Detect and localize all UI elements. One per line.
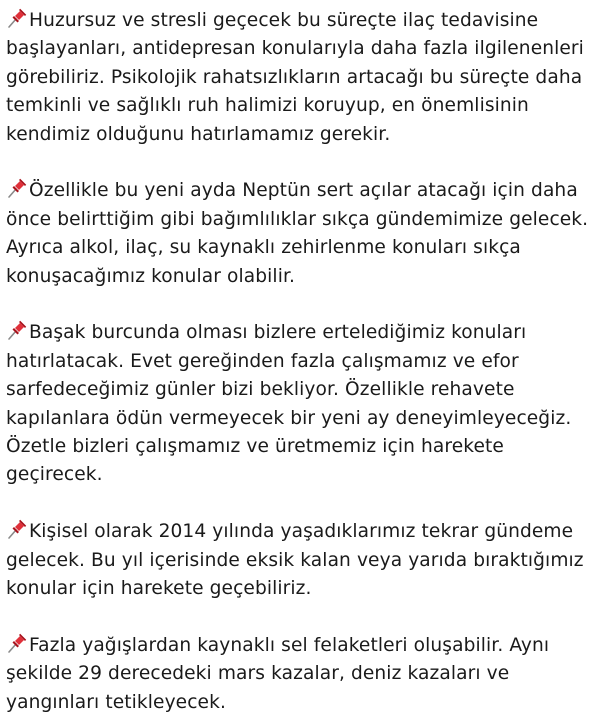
paragraph (6, 177, 592, 291)
paragraph-text: Fazla yağışlardan kaynaklı sel felaketleri oluşabilir. Aynı şekilde 29 derecedeki mars kazalar, deniz kazaları ve yangınları tetikleyecek. (6, 634, 550, 713)
paragraph (6, 518, 592, 603)
pushpin-icon (6, 7, 28, 29)
paragraph-text: Kişisel olarak 2014 yılında yaşadıklarımız tekrar gündeme gelecek. Bu yıl içerisinde eksik kalan veya yarıda bıraktığımız konular için harekete geçebiliriz. (6, 521, 584, 600)
paragraph (6, 7, 592, 149)
pushpin-icon (6, 177, 28, 199)
paragraph (6, 632, 592, 717)
pushpin-icon (6, 518, 28, 540)
paragraph (6, 319, 592, 489)
paragraph-text: Başak burcunda olması bizlere ertelediğimiz konuları hatırlatacak. Evet gereğinden fazla çalışmamız ve efor sarfedeceğimiz günler bizi bekliyor. Özellikle rehavete kapılanlara ödün vermeyecek bir yeni ay deneyimleyeceğiz. Özetle bizleri çalışmamız ve üretmemiz için harekete geçirecek. (6, 322, 572, 486)
pushpin-icon (6, 319, 28, 341)
paragraph-text: Özellikle bu yeni ayda Neptün sert açılar atacağı için daha önce belirttiğim gibi bağımlılıklar sıkça gündemimize gelecek. Ayrıca alkol, ilaç, su kaynaklı zehirlenme konuları sıkça konuşacağımız konular olabilir. (6, 180, 589, 287)
pushpin-icon (6, 632, 28, 654)
paragraph-text: Huzursuz ve stresli geçecek bu süreçte ilaç tedavisine başlayanları, antidepresan konularıyla daha fazla ilgilenenleri görebiliriz. Psikolojik rahatsızlıkların artacağı bu süreçte daha temkinli ve sağlıklı ruh halimizi koruyup, en önemlisinin kendimiz olduğunu hatırlamamız gerekir. (6, 10, 584, 145)
